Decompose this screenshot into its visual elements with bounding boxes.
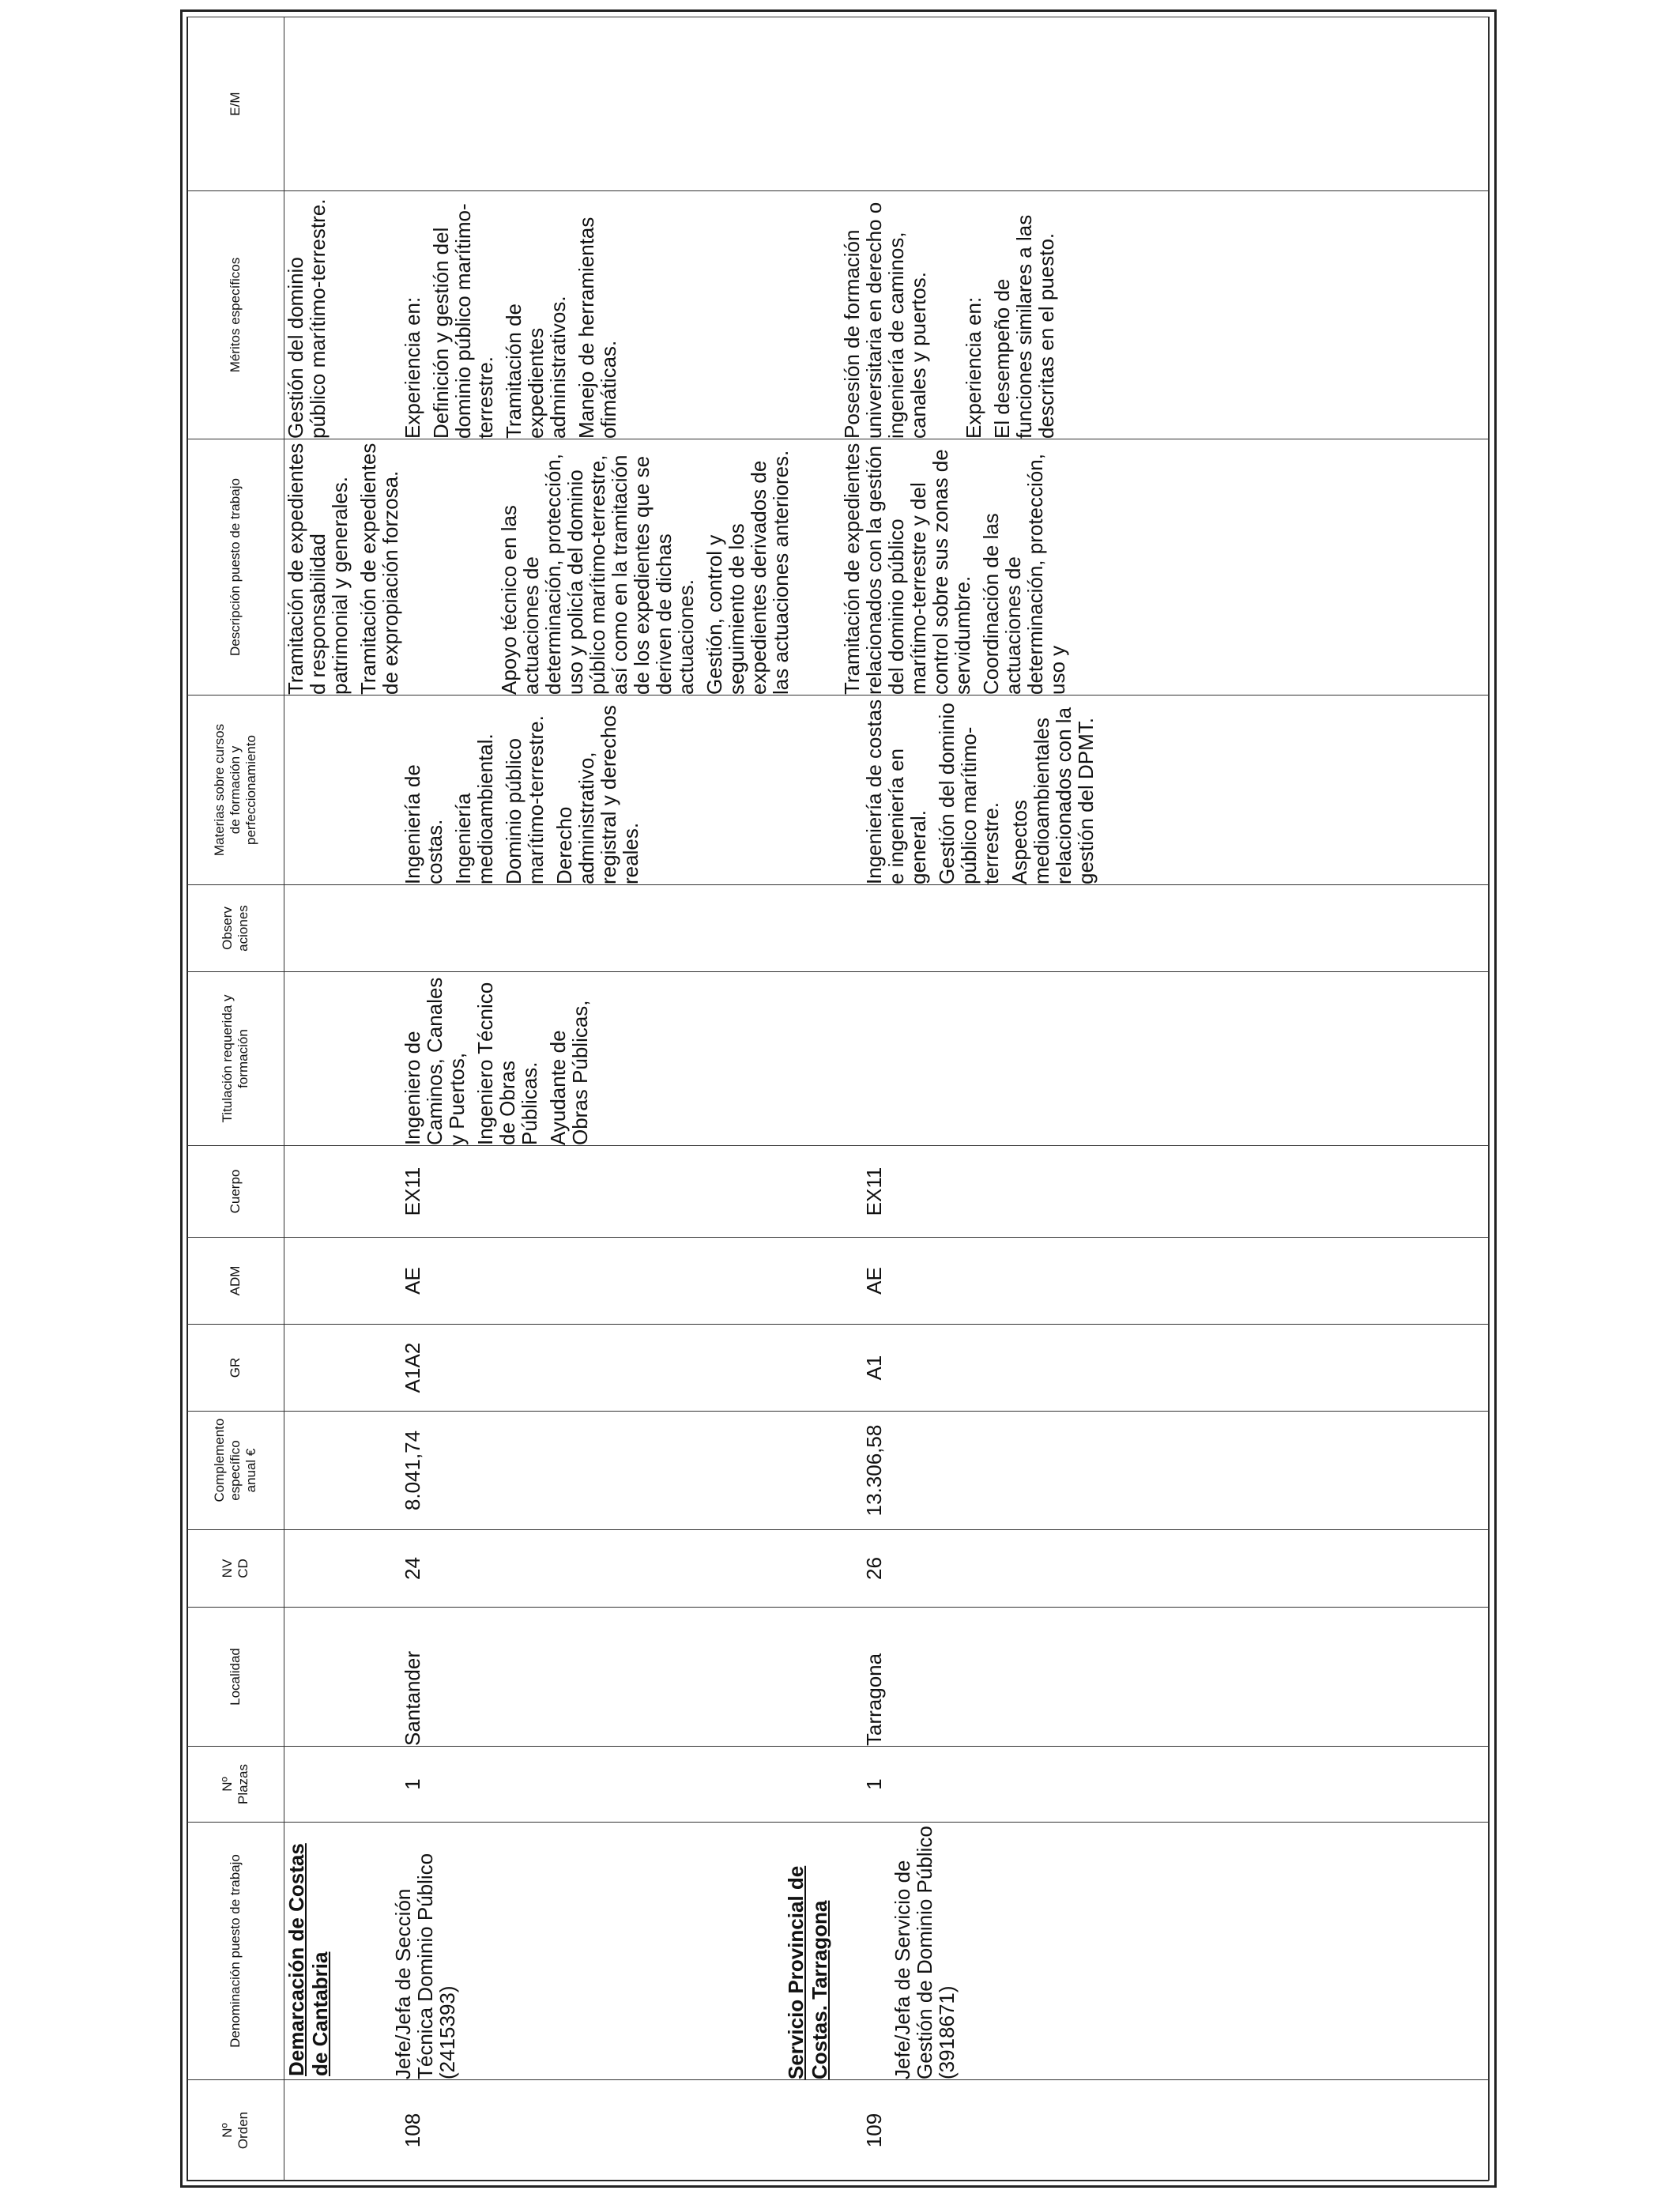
grupo-109: A1 — [862, 1355, 886, 1381]
col-em — [284, 17, 1489, 191]
header-observaciones: Observaciones — [187, 885, 284, 972]
col-adm — [284, 1238, 1489, 1325]
materias-108-item: Derecho administrativo, registral y derechos reales. — [552, 705, 642, 884]
header-plazas: Nº Plazas — [187, 1747, 284, 1823]
header-materias: Materias sobre cursos de formación y perfeccionamiento — [187, 696, 284, 885]
header-grupo: GR — [187, 1325, 284, 1412]
materias-108-item: Ingeniería de costas. — [401, 764, 446, 884]
col-materias — [284, 696, 1489, 885]
materias-109-item: Aspectos medioambientales relacionados con la gestión del DPMT. — [1008, 707, 1098, 884]
header-em: E/M — [187, 17, 284, 191]
meritos-109-item: Experiencia en: — [962, 296, 985, 439]
materias-108-item: Ingeniería medioambiental. — [451, 733, 497, 884]
col-titulacion — [284, 972, 1489, 1146]
meritos-108-item: Manejo de herramientas ofimáticas. — [574, 217, 620, 439]
meritos-108-item: Tramitación de expedientes administrativos. — [502, 296, 570, 439]
meritos-109 — [841, 191, 1057, 439]
header-localidad: Localidad — [187, 1608, 284, 1747]
titulacion-108-item: Ayudante de Obras Públicas, — [546, 1000, 592, 1145]
descripcion-109-item: Tramitación de expedientes relacionados con la gestión del dominio público marítimo-terrestre y del control sobre sus zonas de servidumbre. — [840, 443, 974, 695]
section-title-tarragona: Servicio Provincial de Costas. Tarragona — [784, 1865, 831, 2079]
descripcion-109-item: Coordinación de las actuaciones de determinación, protección, uso y — [979, 454, 1069, 695]
header-meritos: Méritos específicos — [187, 191, 284, 439]
plazas-109: 1 — [862, 1778, 886, 1790]
meritos-cont-item: Gestión del dominio público marítimo-terrestre. — [284, 198, 330, 439]
meritos-109-item: Posesión de formación universitaria en derecho o ingeniería de caminos, canales y puertos. — [840, 202, 930, 439]
section-title-cantabria: Demarcación de Costas de Cantabria — [284, 1843, 332, 2076]
job-positions-table — [186, 17, 1489, 2181]
titulacion-108-item: Ingeniero Técnico de Obras Públicas. — [473, 982, 541, 1145]
complemento-108: 8.041,74 — [401, 1430, 424, 1511]
col-orden — [284, 2080, 1489, 2181]
complemento-109: 13.306,58 — [862, 1424, 886, 1517]
orden-109: 109 — [862, 2113, 886, 2148]
denominacion-109: Jefe/Jefa de Servicio de Gestión de Dominio Público (3918671) — [891, 1826, 959, 2079]
header-titulacion: Titulación requerida y formación — [187, 972, 284, 1146]
cuerpo-108: EX11 — [401, 1167, 424, 1216]
col-descripcion — [284, 439, 1489, 696]
col-plazas — [284, 1747, 1489, 1823]
nivel-108: 24 — [401, 1557, 424, 1580]
header-row — [187, 17, 284, 2181]
meritos-109-item: El desempeño de funciones similares a las descritas en el puesto. — [990, 214, 1058, 439]
table-row-body — [284, 17, 1489, 2181]
header-cuerpo: Cuerpo — [187, 1146, 284, 1238]
header-complemento: Complemento específico anual € — [187, 1412, 284, 1530]
descripcion-108-item: Apoyo técnico en las actuaciones de determinación, protección, uso y policía del dominio público marítimo-terrestre, así como en la tramitación de los expedientes que se deriven de dichas actuaciones. — [497, 454, 698, 695]
header-descripcion: Descripción puesto de trabajo — [187, 439, 284, 696]
col-localidad — [284, 1608, 1489, 1747]
denominacion-108: Jefe/Jefa de Sección Técnica Dominio Público (2415393) — [391, 1853, 459, 2079]
descripcion-108 — [498, 439, 808, 695]
col-nivel — [284, 1530, 1489, 1608]
header-orden: Nº Orden — [187, 2080, 284, 2181]
materias-109-item: Gestión del dominio público marítimo-terrestre. — [935, 703, 1003, 884]
materias-109-item: Ingeniería de costas e ingeniería en general. — [862, 699, 930, 884]
materias-108 — [401, 696, 841, 884]
descripcion-continuation — [284, 439, 498, 695]
plazas-108: 1 — [401, 1778, 424, 1790]
col-meritos — [284, 191, 1489, 439]
meritos-108-item: Experiencia en: — [401, 296, 424, 439]
titulacion-108-item: Ingeniero de Caminos, Canales y Puertos, — [401, 977, 469, 1145]
meritos-108-item: Definición y gestión del dominio público marítimo-terrestre. — [429, 203, 497, 439]
localidad-109: Tarragona — [862, 1653, 886, 1746]
materias-109 — [863, 696, 1097, 884]
descripcion-cont-item: Tramitación de expedientes de expropiación forzosa. — [356, 443, 402, 695]
grupo-108: A1A2 — [401, 1342, 424, 1393]
header-denominacion: Denominación puesto de trabajo — [187, 1823, 284, 2080]
localidad-108: Santander — [401, 1651, 424, 1746]
header-nivel: NV CD — [187, 1530, 284, 1608]
adm-108: AE — [401, 1267, 424, 1295]
orden-108: 108 — [401, 2113, 424, 2148]
col-observaciones — [284, 885, 1489, 972]
titulacion-108 — [401, 972, 591, 1145]
cuerpo-109: EX11 — [862, 1167, 886, 1216]
nivel-109: 26 — [862, 1557, 886, 1580]
col-complemento — [284, 1412, 1489, 1530]
col-grupo — [284, 1325, 1489, 1412]
header-adm: ADM — [187, 1238, 284, 1325]
descripcion-109 — [841, 439, 1068, 695]
descripcion-cont-item: Tramitación de expedientes d responsabilidad patrimonial y generales. — [284, 443, 352, 695]
meritos-108 — [401, 191, 841, 439]
descripcion-108-item: Gestión, control y seguimiento de los expedientes derivados de las actuaciones anteriores. — [703, 450, 793, 695]
col-cuerpo — [284, 1146, 1489, 1238]
rotated-document — [180, 6, 1500, 2188]
materias-108-item: Dominio público marítimo-terrestre. — [502, 715, 548, 884]
meritos-continuation — [284, 191, 401, 439]
adm-109: AE — [862, 1267, 886, 1295]
col-denominacion — [284, 1823, 1489, 2080]
